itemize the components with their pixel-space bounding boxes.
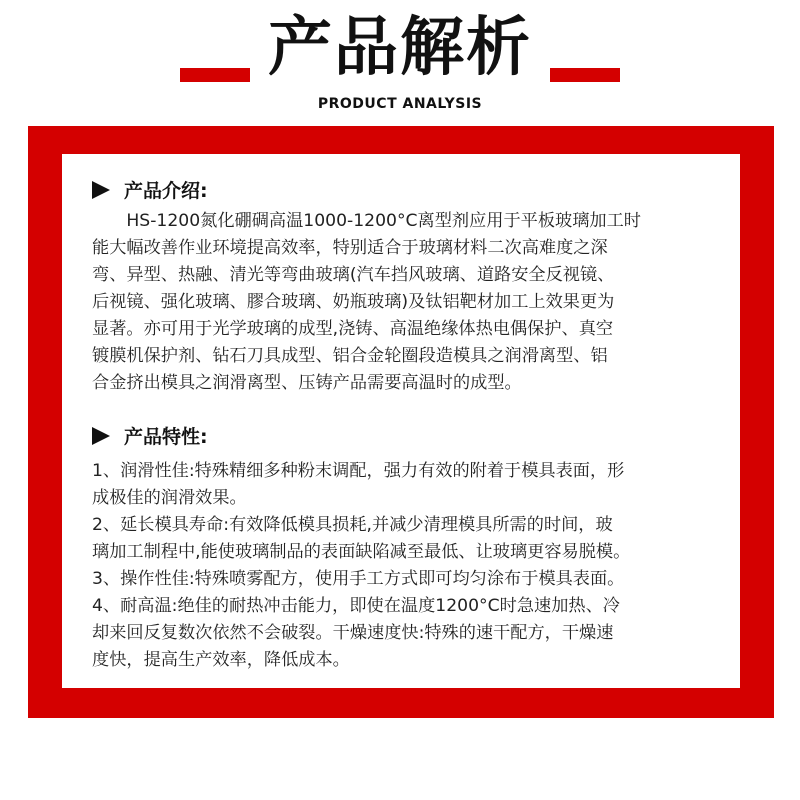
page-title-wrap bbox=[0, 8, 800, 88]
intro-paragraph bbox=[92, 208, 724, 397]
page-title: 产品解析 bbox=[250, 11, 550, 85]
intro-line: 显著。亦可用于光学玻璃的成型,浇铸、高温绝缘体热电偶保护、真空 bbox=[92, 319, 614, 339]
features-paragraph bbox=[92, 458, 724, 674]
intro-line: 后视镜、强化玻璃、膠合玻璃、奶瓶玻璃)及钛铝靶材加工上效果更为 bbox=[92, 292, 615, 312]
feature-line: 度快，提高生产效率，降低成本。 bbox=[92, 650, 350, 670]
feature-line: 成极佳的润滑效果。 bbox=[92, 488, 247, 508]
feature-line: 4、耐高温:绝佳的耐热冲击能力，即使在温度1200°C时急速加热、冷 bbox=[92, 596, 620, 616]
feature-line: 2、延长模具寿命:有效降低模具损耗,并减少清理模具所需的时间，玻 bbox=[92, 515, 613, 535]
features-heading-label: 产品特性: bbox=[124, 426, 208, 448]
intro-heading-label: 产品介绍: bbox=[124, 180, 208, 202]
intro-line: HS-1200氮化硼碉高温1000-1200°C离型剂应用于平板玻璃加工时 bbox=[92, 211, 641, 231]
feature-line: 却来回反复数次依然不会破裂。干燥速度快:特殊的速干配方，干燥速 bbox=[92, 623, 614, 643]
feature-line: 3、操作性佳:特殊喷雾配方，使用手工方式即可均匀涂布于模具表面。 bbox=[92, 569, 625, 589]
intro-line: 弯、异型、热融、清光等弯曲玻璃(汽车挡风玻璃、道路安全反视镜、 bbox=[92, 265, 615, 285]
intro-line: 能大幅改善作业环境提高效率，特别适合于玻璃材料二次高难度之深 bbox=[92, 238, 608, 258]
play-arrow-icon bbox=[92, 427, 110, 445]
features-heading bbox=[92, 422, 208, 449]
page-subtitle: PRODUCT ANALYSIS bbox=[317, 96, 483, 112]
play-arrow-icon bbox=[92, 181, 110, 199]
intro-line: 镀膜机保护剂、钻石刀具成型、铝合金轮圈段造模具之润滑离型、铝 bbox=[92, 346, 608, 366]
intro-line: 合金挤出模具之润滑离型、压铸产品需要高温时的成型。 bbox=[92, 373, 522, 393]
intro-heading bbox=[92, 176, 208, 203]
feature-line: 1、润滑性佳:特殊精细多种粉末调配，强力有效的附着于模具表面，形 bbox=[92, 461, 625, 481]
feature-line: 璃加工制程中,能使玻璃制品的表面缺陷减至最低、让玻璃更容易脱模。 bbox=[92, 542, 631, 562]
page-header bbox=[0, 0, 800, 120]
